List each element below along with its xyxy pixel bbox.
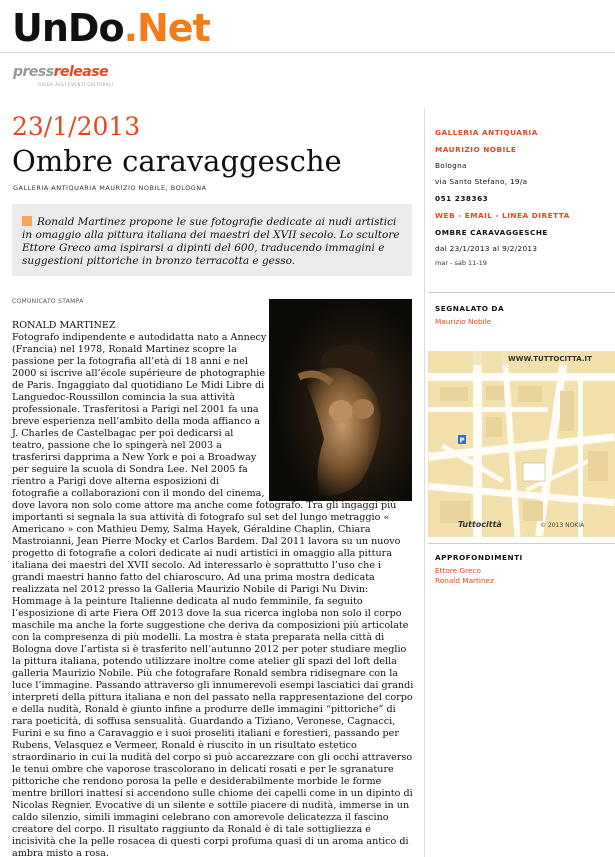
map-brand: Tuttocittà bbox=[458, 520, 502, 529]
article-label: COMUNICATO STAMPA bbox=[12, 298, 84, 305]
event-venue: GALLERIA ANTIQUARIA MAURIZIO NOBILE, BOLOGNA bbox=[13, 184, 207, 192]
more-link-ronald-martinez[interactable]: Ronald Martinez bbox=[435, 576, 494, 585]
pressrelease-part-2: release bbox=[53, 64, 109, 80]
map-url: WWW.TUTTOCITTA.IT bbox=[508, 355, 592, 363]
more-link-ettore-greco[interactable]: Ettore Greco bbox=[435, 566, 481, 575]
lead-box bbox=[12, 204, 412, 276]
map-image bbox=[428, 351, 615, 537]
article-text: Fotografo indipendente e autodidatta nato a Annecy (Francia) nel 1978, Ronald Martinez scopre la passione per la fotografia all’età di 18 anni e nel 2000 si iscrive all’école supérieure de photographie de Paris. Ingaggiato dal quotidiano Le Midi Libre di Languedoc-Roussillon comincia la sua attività professionale. Trasferitosi a Parigi nel 2001 fa una breve esperienza nell’ambito della moda affianco a J. Charles de Castelbagac per poi dedicarsi al teatro, passione che lo spingerà nel 2003 a trasferirsi dapprima a New York e poi a Broadway per seguire la scuola di Sondra Lee. Nel 2005 fa rientro a Parigi dove alterna esposizioni di fotografie a collaborazioni con il mondo del cinema, dove lavora non solo come attore ma anche come fotografo. Tra gli ingaggi più importanti si segnala la sua attività di fotografo sul set del lungo metraggio « Americano » con Mathieu Demy, Salma Hayek, Géraldine Chaplin, Chiara Mastroianni, Jean Pierre Mocky et Carlos Bardem. Dal 2011 lavora su un nuovo progetto di fotografie a colori dedicate ai nudi artistici in omaggio alla pittura italiana dei maestri del XVII secolo. Ad interessarlo è soprattutto l’uso che i grandi maestri hanno fatto del chiaroscuro. Ad una prima mostra dedicata realizzata nel 2012 presso la Galleria Maurizio Nobile di Parigi Nu Divin: Hommage à la peinture Italienne dedicata al nudo femminile, fa seguito l’esposizione di arte Fiera Off 2013 dove la sua ricerca ingloba non solo il corpo maschile ma anche la forte suggestione che deriva da composizioni più articolate con la compresenza di più modelli. La mostra è stata preparata nella città di Bologna dove l’artista si è trasferito nell’autunno 2012 per poter studiare meglio la pittura italiana, potendo utilizzare inoltre come atelier gli spazi del loft della galleria Maurizio Nobile. Più che fotografare Ronald sembra ridisegnare con la luce l’immagine. Passando attraverso gli innumerevoli esempi lasciatici dai grandi interpreti della pittura italiana e non del passato nella rappresentazione del corpo e della nudità, Ronald è giunto infine a produrre delle immagini “pittoriche” di rara poeticità, di soffusa sensualità. Guardando a Tiziano, Veronese, Cagnacci, Furini e su fino a Caravaggio e i suoi proseliti italiani e forestieri, passando per Rubens, Velasquez e Vermeer, Ronald è riuscito in un risultato estetico straordinario in cui la nudità del corpo si può accarezzare con gli occhi attraverso le tenui ombre che vaporose trascolorano in delicati rosati e per le sgranature pittoriche che rendono porosa la pelle e desiderabilmente morbide le forme mentre brillori inattesi si accendono sulle chiome dei capelli come in un dipinto di Nicolas Regnier. Evocative di un silente e sottile piacere di nudità, immerse in un caldo silenzio, simili immagini celebrano con amorevole delicatezza il fascino creatore del corpo. Il risultato raggiunto da Ronald è di tale sottigliezza e incisività che la pelle rosacea di questi corpi profuma quasi di un aroma antico di ambra misto a rosa. bbox=[12, 332, 414, 857]
map-copyright: © 2013 NOKIA bbox=[540, 522, 585, 529]
pressrelease-logo[interactable] bbox=[13, 64, 108, 80]
sidebar-event-dates: dal 23/1/2013 al 9/2/2013 bbox=[435, 244, 538, 253]
sidebar-event-hours: mar - sab 11-19 bbox=[435, 259, 487, 267]
logo-part-2: .Net bbox=[123, 6, 210, 50]
svg-text:P: P bbox=[459, 436, 465, 445]
signaled-label: SEGNALATO DA bbox=[435, 304, 505, 313]
bullet-square-icon bbox=[22, 216, 32, 226]
lead-text: Ronald Martinez propone le sue fotografie dedicate ai nudi artistici in omaggio alla pittura italiana dei maestri del XVII secolo. Lo scultore Ettore Greco ama ispirarsi a dipinti del 600, traducendo immagini e suggestioni pittoriche in bronzo terracotta e gesso. bbox=[22, 216, 400, 267]
sidebar-event-title: OMBRE CARAVAGGESCHE bbox=[435, 228, 548, 237]
more-label: APPROFONDIMENTI bbox=[435, 553, 523, 562]
sidebar-venue bbox=[435, 124, 605, 269]
sidebar-divider-2 bbox=[428, 543, 615, 544]
contact-links[interactable]: WEB - EMAIL - LINEA DIRETTA bbox=[435, 211, 570, 220]
sidebar-signaled bbox=[435, 300, 605, 327]
pressrelease-tagline: GUIDA AGLI EVENTI CULTURALI bbox=[38, 82, 114, 87]
gallery-name-line-2[interactable]: MAURIZIO NOBILE bbox=[435, 145, 517, 154]
page-title: Ombre caravaggesche bbox=[12, 144, 342, 178]
column-divider bbox=[424, 108, 425, 857]
signaled-by-link[interactable]: Maurizio Nobile bbox=[435, 317, 492, 326]
gallery-city: Bologna bbox=[435, 161, 467, 170]
logo-part-1: UnDo bbox=[12, 6, 124, 50]
event-date: 23/1/2013 bbox=[12, 112, 141, 141]
gallery-phone: 051 238363 bbox=[435, 194, 489, 203]
article-author: RONALD MARTINEZ bbox=[12, 320, 116, 331]
pressrelease-part-1: press bbox=[13, 64, 54, 80]
location-map[interactable] bbox=[428, 351, 615, 537]
article-body bbox=[12, 320, 415, 857]
site-logo[interactable] bbox=[12, 6, 210, 50]
header-divider bbox=[0, 52, 615, 53]
sidebar-divider bbox=[428, 292, 615, 293]
gallery-name-line-1[interactable]: GALLERIA ANTIQUARIA bbox=[435, 128, 538, 137]
photo-spacer bbox=[268, 320, 415, 498]
sidebar-more bbox=[435, 549, 605, 586]
gallery-address: via Santo Stefano, 19/a bbox=[435, 177, 528, 186]
